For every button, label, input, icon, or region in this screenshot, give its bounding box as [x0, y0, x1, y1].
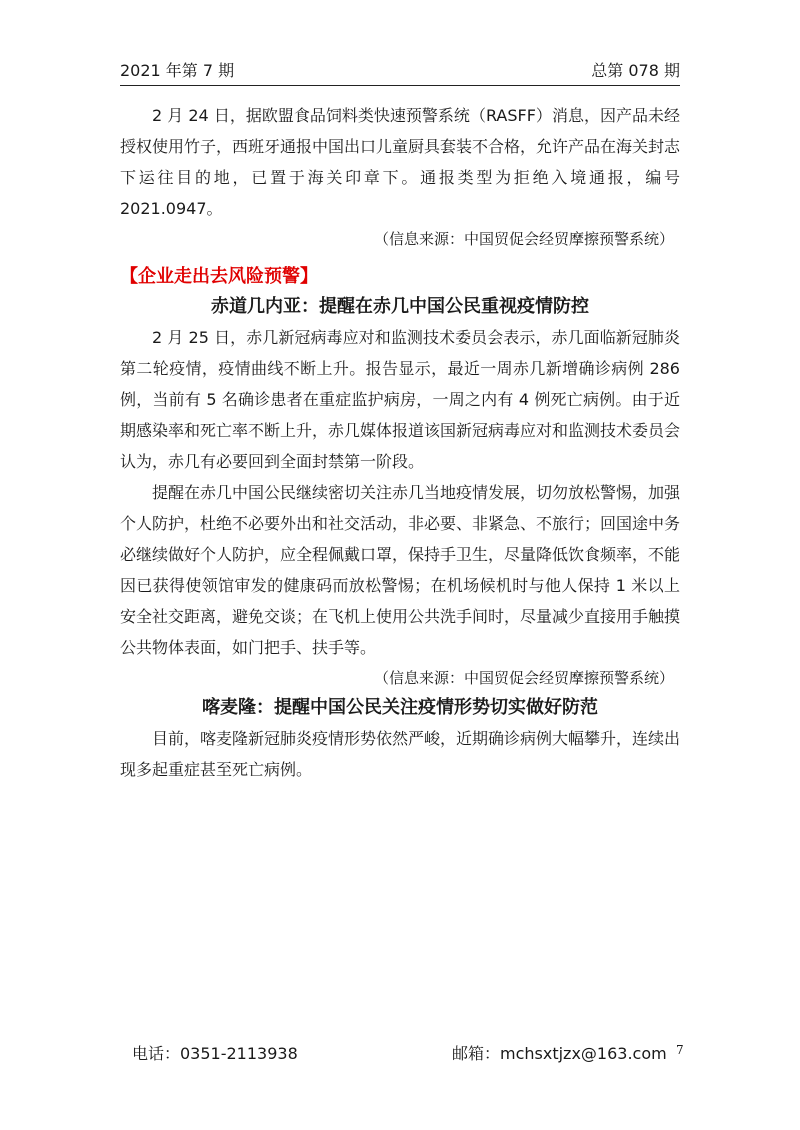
header-divider	[120, 85, 680, 86]
contact-phone: 电话：0351-2113938	[132, 1044, 298, 1063]
paragraph-rasff-notice: 2 月 24 日，据欧盟食品饲料类快速预警系统（RASFF）消息，因产品未经授权使用竹子，西班牙通报中国出口儿童厨具套装不合格，允许产品在海关封志下运往目的地，已置于海关印章下。通报类型为拒绝入境通报，编号 2021.0947。	[120, 106, 681, 218]
source-note: （信息来源：中国贸促会经贸摩擦预警系统）	[373, 230, 674, 248]
contact-email: 邮箱：mchsxtjzx@163.com	[452, 1044, 667, 1063]
paragraph-citizen-advice: 提醒在赤几中国公民继续密切关注赤几当地疫情发展，切勿放松警惕，加强个人防护，杜绝不必要外出和社交活动，非必要、非紧急、不旅行；回国途中务必继续做好个人防护，应全程佩戴口罩，保持手卫生，尽量降低饮食频率，不能因已获得使领馆审发的健康码而放松警惕；在机场候机时与他人保持 1 米以上安全社交距离，避免交谈；在飞机上使用公共洗手间时，尽量减少直接用手触摸公共物体表面，如门把手、扶手等。	[120, 483, 681, 657]
total-issue-label: 总第 078 期	[591, 61, 680, 80]
article-title-equatorial-guinea: 赤道几内亚：提醒在赤几中国公民重视疫情防控	[211, 296, 589, 317]
page-header	[120, 60, 680, 82]
paragraph-cameroon-situation: 目前，喀麦隆新冠肺炎疫情形势依然严峻，近期确诊病例大幅攀升，连续出现多起重症甚至死亡病例。	[120, 729, 681, 779]
source-note: （信息来源：中国贸促会经贸摩擦预警系统）	[373, 669, 674, 687]
section-heading: 【企业走出去风险预警】	[120, 266, 318, 287]
article-title-cameroon: 喀麦隆：提醒中国公民关注疫情形势切实做好防范	[202, 697, 598, 718]
paragraph-covid-report: 2 月 25 日，赤几新冠病毒应对和监测技术委员会表示，赤几面临新冠肺炎第二轮疫情，疫情曲线不断上升。报告显示，最近一周赤几新增确诊病例 286 例，当前有 5 名确诊患者在重症监护病房，一周之内有 4 例死亡病例。由于近期感染率和死亡率不断上升，赤几媒体报道该国新冠病毒应对和监测技术委员会认为，赤几有必要回到全面封禁第一阶段。	[120, 328, 681, 471]
page-footer	[120, 1042, 684, 1066]
page-content	[120, 100, 680, 785]
page-number: 7	[676, 1043, 684, 1057]
issue-label: 2021 年第 7 期	[120, 61, 235, 80]
